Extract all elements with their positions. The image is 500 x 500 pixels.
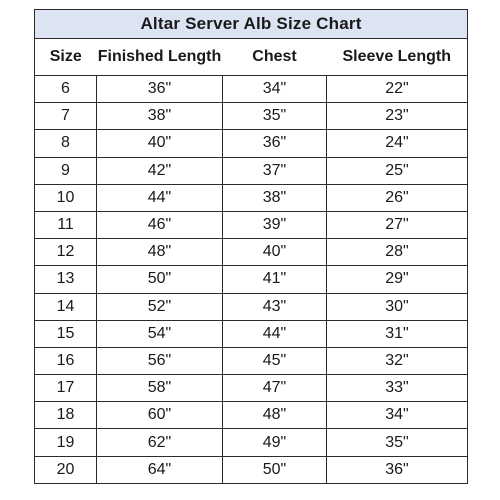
table-row [35, 293, 468, 320]
finished-length-cell: 46" [97, 211, 223, 238]
chest-cell: 44" [223, 320, 327, 347]
finished-length-cell: 64" [97, 456, 223, 483]
size-cell: 10 [35, 184, 97, 211]
chest-cell: 40" [223, 239, 327, 266]
chest-cell: 45" [223, 347, 327, 374]
table-row [35, 239, 468, 266]
table-row [35, 103, 468, 130]
size-cell: 11 [35, 211, 97, 238]
table-row [35, 157, 468, 184]
size-cell: 19 [35, 429, 97, 456]
chest-cell: 50" [223, 456, 327, 483]
sleeve-length-cell: 25" [327, 157, 468, 184]
chest-cell: 35" [223, 103, 327, 130]
table-row [35, 130, 468, 157]
sleeve-length-cell: 23" [327, 103, 468, 130]
header-size: Size [35, 39, 97, 76]
size-cell: 18 [35, 402, 97, 429]
finished-length-cell: 52" [97, 293, 223, 320]
sleeve-length-cell: 22" [327, 76, 468, 103]
size-cell: 14 [35, 293, 97, 320]
chest-cell: 41" [223, 266, 327, 293]
size-cell: 12 [35, 239, 97, 266]
chest-cell: 36" [223, 130, 327, 157]
sleeve-length-cell: 33" [327, 375, 468, 402]
size-cell: 15 [35, 320, 97, 347]
finished-length-cell: 54" [97, 320, 223, 347]
sleeve-length-cell: 28" [327, 239, 468, 266]
table-body [35, 76, 468, 484]
table-row [35, 211, 468, 238]
table-row [35, 456, 468, 483]
size-cell: 8 [35, 130, 97, 157]
chest-cell: 38" [223, 184, 327, 211]
table-row [35, 320, 468, 347]
finished-length-cell: 44" [97, 184, 223, 211]
chest-cell: 48" [223, 402, 327, 429]
header-sleeve-length: Sleeve Length [327, 39, 468, 76]
finished-length-cell: 58" [97, 375, 223, 402]
finished-length-cell: 50" [97, 266, 223, 293]
size-cell: 9 [35, 157, 97, 184]
sleeve-length-cell: 24" [327, 130, 468, 157]
size-cell: 20 [35, 456, 97, 483]
finished-length-cell: 40" [97, 130, 223, 157]
sleeve-length-cell: 30" [327, 293, 468, 320]
finished-length-cell: 36" [97, 76, 223, 103]
table-row [35, 402, 468, 429]
sleeve-length-cell: 32" [327, 347, 468, 374]
table-row [35, 76, 468, 103]
finished-length-cell: 42" [97, 157, 223, 184]
finished-length-cell: 38" [97, 103, 223, 130]
size-chart-table [34, 9, 468, 484]
sleeve-length-cell: 34" [327, 402, 468, 429]
table-row [35, 429, 468, 456]
sleeve-length-cell: 27" [327, 211, 468, 238]
table-row [35, 347, 468, 374]
chart-title: Altar Server Alb Size Chart [35, 10, 468, 39]
header-row [35, 39, 468, 76]
table-row [35, 266, 468, 293]
sleeve-length-cell: 31" [327, 320, 468, 347]
size-cell: 13 [35, 266, 97, 293]
chest-cell: 34" [223, 76, 327, 103]
sleeve-length-cell: 35" [327, 429, 468, 456]
finished-length-cell: 48" [97, 239, 223, 266]
size-cell: 6 [35, 76, 97, 103]
chest-cell: 39" [223, 211, 327, 238]
size-cell: 7 [35, 103, 97, 130]
chest-cell: 49" [223, 429, 327, 456]
finished-length-cell: 60" [97, 402, 223, 429]
chest-cell: 47" [223, 375, 327, 402]
sleeve-length-cell: 26" [327, 184, 468, 211]
size-cell: 17 [35, 375, 97, 402]
size-cell: 16 [35, 347, 97, 374]
table-row [35, 375, 468, 402]
sleeve-length-cell: 29" [327, 266, 468, 293]
chest-cell: 43" [223, 293, 327, 320]
finished-length-cell: 62" [97, 429, 223, 456]
chest-cell: 37" [223, 157, 327, 184]
header-chest: Chest [223, 39, 327, 76]
sleeve-length-cell: 36" [327, 456, 468, 483]
table-row [35, 184, 468, 211]
finished-length-cell: 56" [97, 347, 223, 374]
header-finished-length: Finished Length [97, 39, 223, 76]
